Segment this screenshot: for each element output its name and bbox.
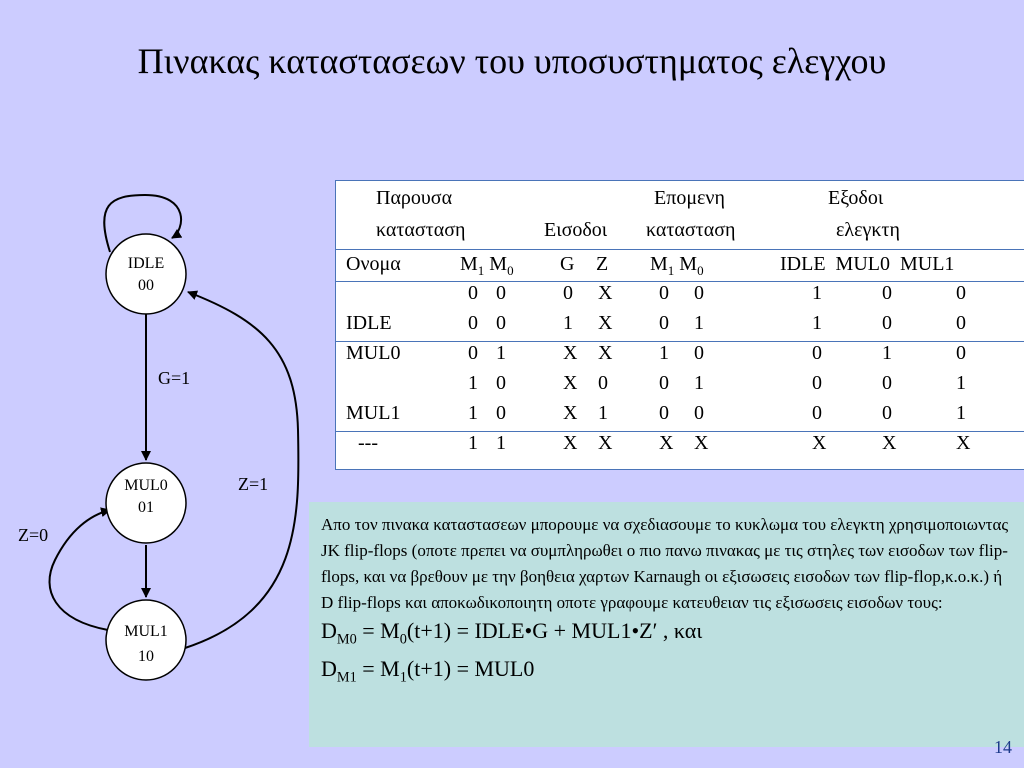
hdr-outputs-1: Εξοδοι <box>828 187 884 209</box>
row-next-m0: 0 <box>694 342 704 364</box>
row-out-mul0: 0 <box>882 282 892 304</box>
row-out-idle: X <box>812 432 827 454</box>
hdr-name: Ονομα <box>346 253 401 275</box>
hdr-g: G <box>560 253 575 275</box>
row-next-m0: 1 <box>694 372 704 394</box>
row-g: X <box>563 372 578 394</box>
row-g: 0 <box>563 282 573 304</box>
row-out-idle: 0 <box>812 372 822 394</box>
row-out-mul1: 0 <box>956 342 966 364</box>
row-m0: 1 <box>496 342 506 364</box>
row-name: --- <box>358 432 378 454</box>
row-m1: 1 <box>468 372 478 394</box>
row-out-mul0: 0 <box>882 372 892 394</box>
slide-title: Πινακας καταστασεων του υποσυστηματος ελεγχου <box>137 41 887 81</box>
hdr-next-1: Επομενη <box>654 187 725 209</box>
mul1-to-mul0-arrow <box>49 510 110 630</box>
state-mul1 <box>106 600 186 680</box>
row-out-idle: 1 <box>812 282 822 304</box>
row-m1: 1 <box>468 432 478 454</box>
row-m0: 0 <box>496 402 506 424</box>
row-next-m0: 0 <box>694 282 704 304</box>
row-m1: 0 <box>468 312 478 334</box>
row-out-mul0: X <box>882 432 897 454</box>
row-out-mul1: X <box>956 432 971 454</box>
edge-label-z0: Z=0 <box>18 525 49 545</box>
hdr-present-2: κατασταση <box>376 219 466 241</box>
state-diagram <box>0 0 320 768</box>
state-mul0-code: 01 <box>138 499 154 516</box>
hdr-next-m1-m0: $M_1$ $M_0$ <box>650 253 704 278</box>
state-mul1-name: MUL1 <box>124 623 168 640</box>
row-g: 1 <box>563 312 573 334</box>
page-number: 14 <box>994 737 1012 757</box>
row-g: X <box>563 402 578 424</box>
row-z: X <box>598 282 613 304</box>
state-table <box>335 180 1024 470</box>
state-mul0-name: MUL0 <box>124 477 168 494</box>
row-next-m1: 0 <box>659 282 669 304</box>
row-next-m0: X <box>694 432 709 454</box>
row-out-mul0: 0 <box>882 402 892 424</box>
row-m1: 0 <box>468 282 478 304</box>
row-m0: 1 <box>496 432 506 454</box>
row-z: 0 <box>598 372 608 394</box>
state-idle-name: IDLE <box>127 255 165 272</box>
row-m0: 0 <box>496 282 506 304</box>
row-name: IDLE <box>346 312 392 334</box>
edge-label-z1: Z=1 <box>238 474 269 494</box>
row-out-idle: 0 <box>812 402 822 424</box>
row-out-mul1: 1 <box>956 372 966 394</box>
row-next-m1: 1 <box>659 342 669 364</box>
state-idle-code: 00 <box>138 277 154 294</box>
hdr-m1-m0: $M_1$ $M_0$ <box>460 253 514 278</box>
row-z: 1 <box>598 402 608 424</box>
mul1-to-idle-arrow <box>185 292 298 648</box>
row-out-mul1: 0 <box>956 312 966 334</box>
row-z: X <box>598 312 613 334</box>
hdr-next-2: κατασταση <box>646 219 736 241</box>
state-mul1-code: 10 <box>138 648 154 665</box>
hdr-z: Z <box>596 253 609 275</box>
row-m1: 0 <box>468 342 478 364</box>
row-next-m1: 0 <box>659 312 669 334</box>
hdr-present-1: Παρουσα <box>376 187 453 209</box>
hdr-output-cols: IDLE MUL0 MUL1 <box>780 253 955 275</box>
row-out-idle: 1 <box>812 312 822 334</box>
explanation-text: Απο τον πινακα καταστασεων μπορουμε να σχεδιασουμε το κυκλωμα του ελεγκτη χρησιμοποιωντας JK flip-flops (οποτε πρεπει να συμπληρωθει ο πιο πανω πινακας με τις στηλες των εισοδων των flip-flops, και να βρεθουν με την βοηθεια χαρτων Karnaugh οι εξισωσεις εισοδων των flip-flop,κ.ο.κ.) ή D flip-flops και αποκωδικοποιητη οποτε γραφουμε κατευθειαν τις εξισωσεις εισοδων τους: <box>321 515 1009 612</box>
row-out-idle: 0 <box>812 342 822 364</box>
row-name: MUL0 <box>346 342 401 364</box>
row-out-mul0: 1 <box>882 342 892 364</box>
equation-dm1: $D_{M1} = M_1(t+1) = MUL0$ <box>321 656 535 686</box>
row-next-m1: 0 <box>659 402 669 424</box>
edge-label-g1: G=1 <box>158 368 191 388</box>
row-m1: 1 <box>468 402 478 424</box>
row-next-m0: 1 <box>694 312 704 334</box>
row-out-mul1: 0 <box>956 282 966 304</box>
row-m0: 0 <box>496 372 506 394</box>
row-g: X <box>563 432 578 454</box>
explanation-box <box>309 502 1024 747</box>
row-z: X <box>598 342 613 364</box>
row-name: MUL1 <box>346 402 401 424</box>
state-idle <box>106 234 186 314</box>
equation-dm0: $D_{M0} = M_0(t+1)$ = IDLE•G + MUL1•Z′ , και <box>321 618 703 648</box>
row-out-mul0: 0 <box>882 312 892 334</box>
row-z: X <box>598 432 613 454</box>
row-next-m0: 0 <box>694 402 704 424</box>
row-out-mul1: 1 <box>956 402 966 424</box>
row-next-m1: X <box>659 432 674 454</box>
row-next-m1: 0 <box>659 372 669 394</box>
state-mul0 <box>106 463 186 543</box>
hdr-inputs: Εισοδοι <box>544 219 608 241</box>
row-m0: 0 <box>496 312 506 334</box>
hdr-outputs-2: ελεγκτη <box>836 219 900 241</box>
row-g: X <box>563 342 578 364</box>
